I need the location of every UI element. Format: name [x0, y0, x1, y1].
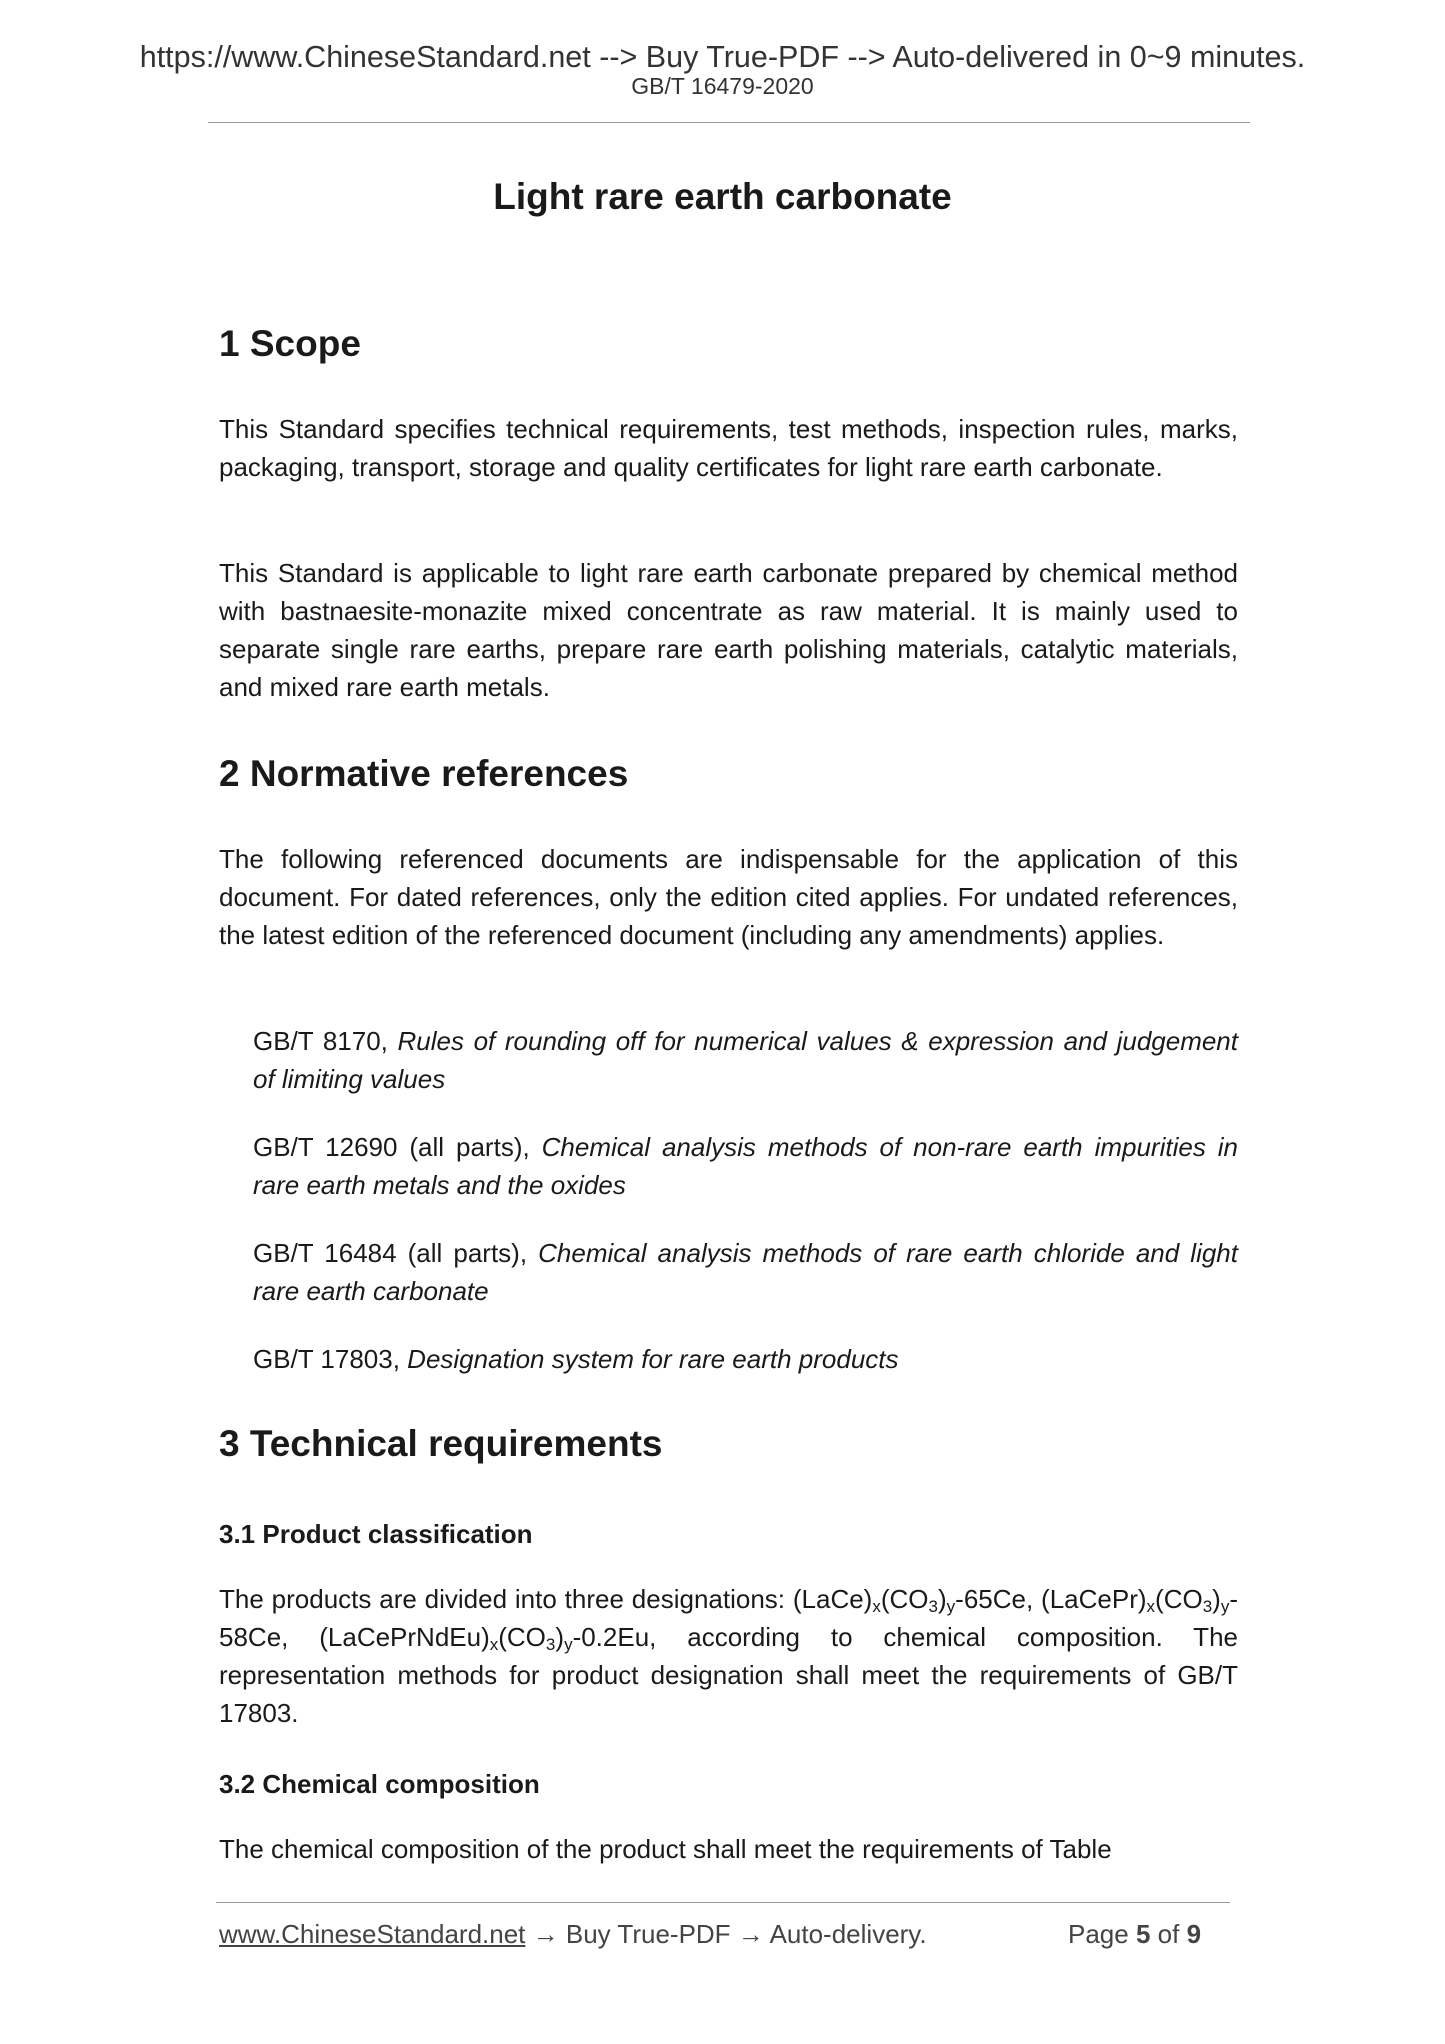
reference-title: Rules of rounding off for numerical values & expression and judgement of limiting values: [253, 1026, 1238, 1094]
reference-title: Chemical analysis methods of rare earth chloride and light rare earth carbonate: [253, 1238, 1238, 1306]
composition-paragraph: The chemical composition of the product shall meet the requirements of Table: [219, 1834, 1112, 1864]
header-divider: [208, 122, 1250, 123]
reference-code: GB/T 16484 (all parts),: [253, 1238, 539, 1268]
page-title: Light rare earth carbonate: [493, 176, 952, 217]
footer-divider: [216, 1902, 1230, 1903]
reference-title: Designation system for rare earth products: [407, 1344, 899, 1374]
total-pages: 9: [1186, 1919, 1202, 1949]
reference-title: Chemical analysis methods of non-rare earth impurities in rare earth metals and the oxides: [253, 1132, 1239, 1200]
reference-item: [253, 1234, 1238, 1310]
reference-code: GB/T 17803,: [253, 1344, 408, 1374]
page-counter: Page 5 of 9: [1068, 1919, 1202, 1949]
current-page: 5: [1135, 1919, 1151, 1949]
footer-promo: [219, 1918, 927, 1950]
subsection-3-2-heading: 3.2 Chemical composition: [219, 1769, 540, 1799]
reference-item: [253, 1022, 1238, 1098]
subsection-3-1-heading: 3.1 Product classification: [219, 1519, 533, 1549]
scope-paragraph-2: This Standard is applicable to light rare earth carbonate prepared by chemical method with bastnaesite-monazite mixed concentrate as raw material. It is mainly used to separate single rare earths, prepare rare earth polishing materials, catalytic materials, and mixed rare earth metals.: [219, 558, 1238, 702]
section-1-heading: 1 Scope: [219, 323, 361, 364]
classification-paragraph: The products are divided into three designations: $(LaCe)_x(CO_3)_y-65Ce$, $(LaCePr)_x(CO_3)_y-58Ce$, $(LaCePrNdEu)_x(CO_3)_y-0.2Eu$, according to chemical composition. The representation methods for product designation shall meet the requirements of GB/T 17803.: [219, 1584, 1239, 1728]
footer-site-link[interactable]: www.ChineseStandard.net: [219, 1919, 526, 1949]
section-2-heading: 2 Normative references: [219, 753, 629, 794]
document-code: GB/T 16479-2020: [631, 73, 814, 99]
normative-intro: The following referenced documents are indispensable for the application of this document. For dated references, only the edition cited applies. For undated references, the latest edition of the referenced document (including any amendments) applies.: [219, 844, 1238, 950]
reference-item: [253, 1128, 1238, 1204]
section-3-heading: 3 Technical requirements: [219, 1423, 663, 1464]
footer-tagline: → Buy True-PDF → Auto-delivery.: [525, 1919, 927, 1949]
reference-code: GB/T 12690 (all parts),: [253, 1132, 542, 1162]
reference-code: GB/T 8170,: [253, 1026, 398, 1056]
top-banner[interactable]: https://www.ChineseStandard.net --> Buy True-PDF --> Auto-delivered in 0~9 minutes.: [139, 40, 1306, 74]
scope-paragraph-1: This Standard specifies technical requirements, test methods, inspection rules, marks, packaging, transport, storage and quality certificates for light rare earth carbonate.: [219, 414, 1238, 482]
reference-item: [253, 1340, 1238, 1378]
